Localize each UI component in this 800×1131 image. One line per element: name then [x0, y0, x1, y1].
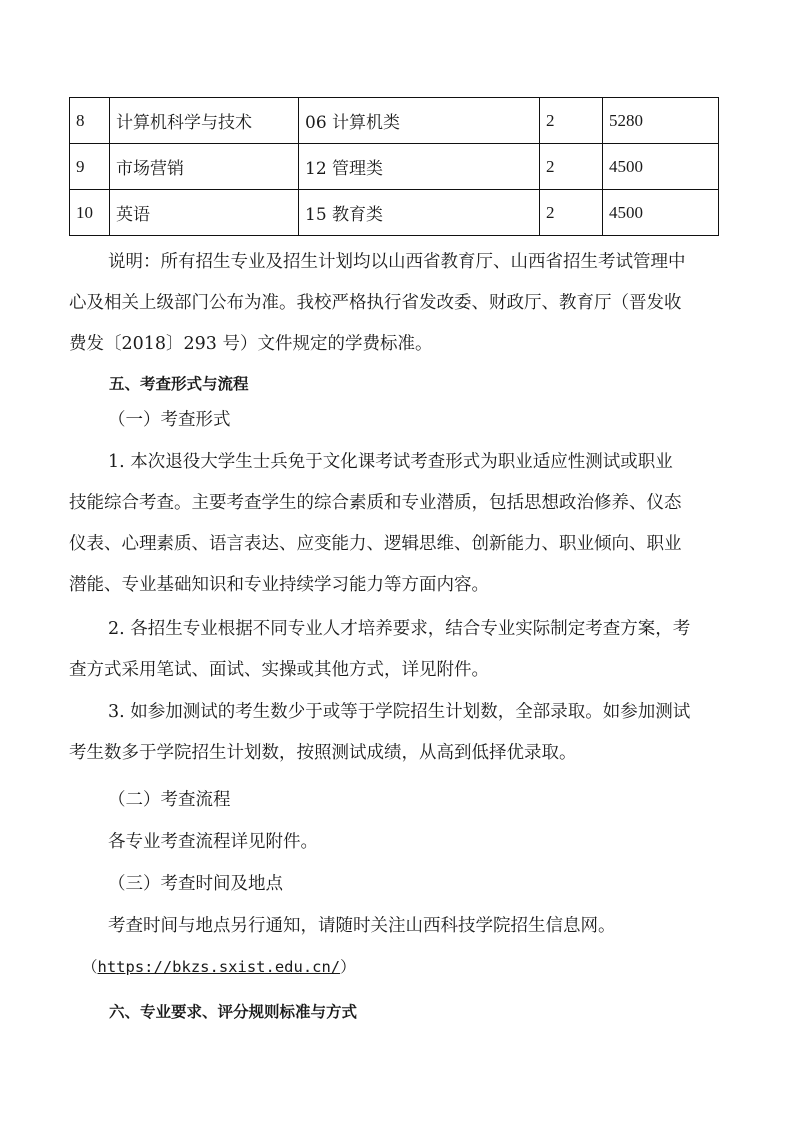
category-cell: 06 计算机类	[299, 98, 540, 144]
paragraph-line: 3. 如参加测试的考生数少于或等于学院招生计划数，全部录取。如参加测试	[108, 702, 691, 722]
paragraph-2	[69, 609, 729, 691]
table-row	[70, 190, 719, 236]
paragraph-3	[69, 692, 729, 774]
plan-count-cell: 2	[540, 144, 603, 190]
section-5-heading: 五、考查形式与流程	[109, 375, 249, 393]
admissions-website-link[interactable]: https://bkzs.sxist.edu.cn/	[97, 958, 341, 976]
note-line: 费发〔2018〕293 号）文件规定的学费标准。	[69, 334, 433, 354]
subsection-1-heading: （一）考查形式	[108, 410, 231, 430]
row-index-cell: 9	[70, 144, 110, 190]
major-name-cell: 英语	[110, 190, 299, 236]
category-cell: 15 教育类	[299, 190, 540, 236]
section-6-heading: 六、专业要求、评分规则标准与方式	[109, 1003, 358, 1021]
plan-count-cell: 2	[540, 190, 603, 236]
paragraph-line: 潜能、专业基础知识和专业持续学习能力等方面内容。	[69, 575, 489, 595]
major-name-cell: 计算机科学与技术	[110, 98, 299, 144]
paragraph-line: 技能综合考查。主要考查学生的综合素质和专业潜质，包括思想政治修养、仪态	[69, 493, 682, 513]
table-row	[70, 98, 719, 144]
paragraph-line: 1. 本次退役大学生士兵免于文化课考试考查形式为职业适应性测试或职业	[108, 452, 673, 472]
row-index-cell: 8	[70, 98, 110, 144]
subsection-2-heading: （二）考查流程	[108, 790, 231, 810]
note-paragraph	[69, 242, 729, 365]
subsection-3-heading: （三）考查时间及地点	[108, 874, 283, 894]
paragraph-1	[69, 442, 729, 606]
website-line	[82, 955, 356, 977]
major-name-cell: 市场营销	[110, 144, 299, 190]
tuition-cell: 5280	[603, 98, 719, 144]
tuition-cell: 4500	[603, 144, 719, 190]
close-paren: ）	[340, 958, 356, 976]
note-line: 心及相关上级部门公布为准。我校严格执行省发改委、财政厅、教育厅（晋发收	[69, 293, 682, 313]
paragraph-line: 考生数多于学院招生计划数，按照测试成绩，从高到低择优录取。	[69, 743, 577, 763]
plan-count-cell: 2	[540, 98, 603, 144]
subsection-2-text: 各专业考查流程详见附件。	[108, 832, 318, 852]
open-paren: （	[82, 958, 98, 976]
table-row	[70, 144, 719, 190]
paragraph-line: 2. 各招生专业根据不同专业人才培养要求，结合专业实际制定考查方案，考	[108, 619, 691, 639]
enrollment-table	[69, 97, 719, 236]
subsection-3-text: 考查时间与地点另行通知，请随时关注山西科技学院招生信息网。	[108, 916, 616, 936]
tuition-cell: 4500	[603, 190, 719, 236]
note-line: 说明：所有招生专业及招生计划均以山西省教育厅、山西省招生考试管理中	[108, 252, 686, 272]
category-cell: 12 管理类	[299, 144, 540, 190]
paragraph-line: 仪表、心理素质、语言表达、应变能力、逻辑思维、创新能力、职业倾向、职业	[69, 534, 682, 554]
paragraph-line: 查方式采用笔试、面试、实操或其他方式，详见附件。	[69, 660, 489, 680]
row-index-cell: 10	[70, 190, 110, 236]
